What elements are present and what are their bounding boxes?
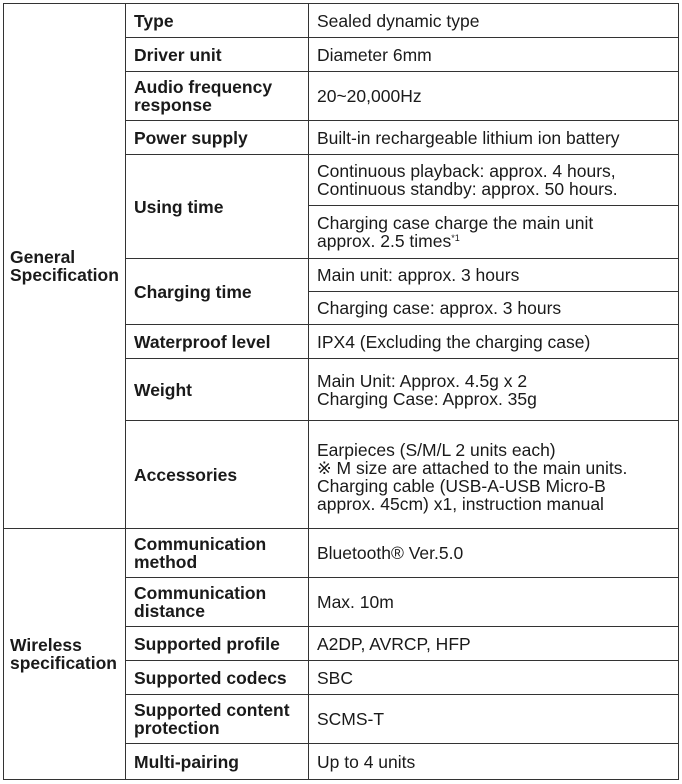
- value-type: Sealed dynamic type: [309, 4, 679, 38]
- value-using-1: Continuous playback: approx. 4 hours, Continuous standby: approx. 50 hours.: [309, 155, 679, 206]
- label-charging: Charging time: [126, 259, 309, 325]
- section-general: General Specification: [4, 4, 126, 529]
- label-weight: Weight: [126, 359, 309, 421]
- label-waterproof: Waterproof level: [126, 325, 309, 359]
- value-comm-distance: Max. 10m: [309, 578, 679, 627]
- label-driver: Driver unit: [126, 38, 309, 72]
- row-comm-method: [4, 529, 679, 578]
- label-protection: Supported content protection: [126, 695, 309, 744]
- value-waterproof: IPX4 (Excluding the charging case): [309, 325, 679, 359]
- value-audio: 20~20,000Hz: [309, 72, 679, 121]
- value-charging-1: Main unit: approx. 3 hours: [309, 259, 679, 292]
- footnote-marker: *1: [451, 233, 460, 243]
- label-pairing: Multi-pairing: [126, 744, 309, 780]
- label-audio: Audio frequency response: [126, 72, 309, 121]
- label-codecs: Supported codecs: [126, 661, 309, 695]
- label-comm-distance: Communication distance: [126, 578, 309, 627]
- value-protection: SCMS-T: [309, 695, 679, 744]
- label-accessories: Accessories: [126, 421, 309, 529]
- value-driver: Diameter 6mm: [309, 38, 679, 72]
- value-power: Built-in rechargeable lithium ion battery: [309, 121, 679, 155]
- value-pairing: Up to 4 units: [309, 744, 679, 780]
- value-accessories: Earpieces (S/M/L 2 units each) ※ M size are attached to the main units. Charging cable (USB-A-USB Micro-B approx. 45cm) x1, instruction manual: [309, 421, 679, 529]
- label-profile: Supported profile: [126, 627, 309, 661]
- label-type: Type: [126, 4, 309, 38]
- label-power: Power supply: [126, 121, 309, 155]
- value-codecs: SBC: [309, 661, 679, 695]
- label-comm-method: Communication method: [126, 529, 309, 578]
- spec-table: [3, 3, 679, 780]
- value-charging-2: Charging case: approx. 3 hours: [309, 292, 679, 325]
- label-using: Using time: [126, 155, 309, 259]
- value-using-2-text: Charging case charge the main unit approx. 2.5 times: [317, 213, 594, 251]
- value-weight: Main Unit: Approx. 4.5g x 2 Charging Case: Approx. 35g: [309, 359, 679, 421]
- section-wireless: Wireless specification: [4, 529, 126, 780]
- row-type: [4, 4, 679, 38]
- value-comm-method: Bluetooth® Ver.5.0: [309, 529, 679, 578]
- value-using-2: [309, 206, 679, 259]
- value-profile: A2DP, AVRCP, HFP: [309, 627, 679, 661]
